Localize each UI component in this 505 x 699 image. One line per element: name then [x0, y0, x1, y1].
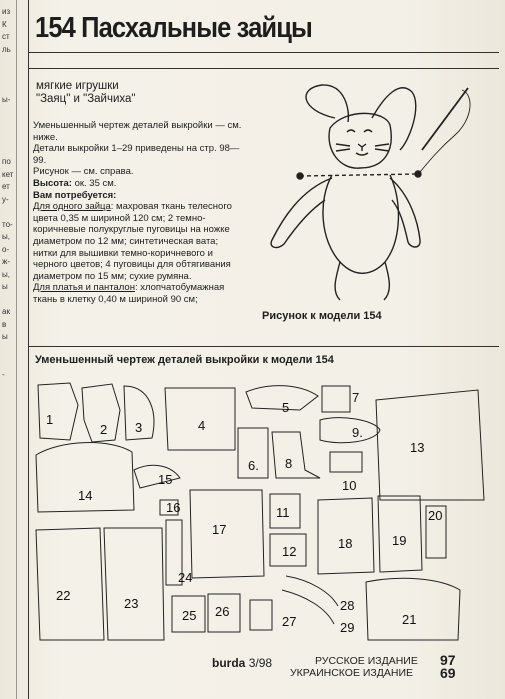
gutter-fragment: в: [2, 319, 7, 329]
bunny-materials-text: : махровая ткань телесного цвета 0,35 м шириной 120 см; 2 темно-коричневые полукруглые пуговицы на ножке диаметром по 12 мм; синтетическая вата; нитки для вышивки темно-коричневого и черного цветов; 4 пуговицы для обтягивания диаметром по 15 мм; сухие румяна.: [33, 201, 232, 282]
piece-23-shape: [104, 528, 164, 640]
gutter-fragment: ст: [2, 32, 10, 41]
pattern-title: Уменьшенный чертеж деталей выкройки к модели 154: [35, 354, 334, 366]
pattern-piece-label: 7: [352, 390, 360, 405]
subtitle-line1: мягкие игрушки: [36, 80, 119, 92]
pattern-piece-label: 4: [198, 418, 206, 433]
footer-edition-ua: УКРАИНСКОЕ ИЗДАНИЕ: [290, 667, 414, 679]
paragraph-figure-ref: Рисунок — см. справа.: [33, 166, 134, 178]
pattern-piece-label: 20: [428, 508, 443, 523]
height-label: Высота:: [33, 177, 72, 189]
bunny-materials-label: Для одного зайца: [33, 201, 111, 213]
brand-name: burda: [212, 656, 246, 670]
gutter-fragment: ы: [2, 332, 8, 341]
footer-page-ru: 97: [440, 652, 456, 668]
pattern-piece-label: 24: [178, 570, 193, 585]
footer-edition-ru: РУССКОЕ ИЗДАНИЕ: [315, 655, 418, 667]
gutter-fragment: то-: [2, 219, 13, 229]
pattern-piece-label: 6.: [248, 458, 259, 473]
pattern-piece-label: 22: [56, 588, 71, 603]
gutter-fragment: ет: [2, 182, 10, 191]
pattern-piece-label: 15: [158, 472, 173, 487]
pattern-piece-label: 1: [46, 412, 54, 427]
figure-caption: Рисунок к модели 154: [262, 310, 382, 322]
piece-8-shape: [272, 432, 320, 478]
piece-10-shape: [330, 452, 362, 472]
footer-brand: [212, 656, 272, 670]
piece-22-shape: [36, 528, 104, 640]
paragraph-pattern-ref: Уменьшенный чертеж деталей выкройки — см. ниже.: [33, 120, 242, 143]
gutter-fragment: ы: [2, 282, 8, 291]
pattern-piece-label: 17: [212, 522, 227, 537]
gutter-fragment: К: [2, 19, 7, 29]
pattern-piece-label: 5: [282, 400, 290, 415]
pattern-piece-label: 28: [340, 598, 355, 613]
dress-materials-text: : хлопчатобумажная ткань в клетку 0,40 м шириной 90 см;: [33, 282, 225, 305]
pattern-piece-label: 16: [166, 500, 181, 515]
height-value: ок. 35 см.: [71, 177, 117, 189]
gutter-fragment: ак: [2, 307, 10, 316]
issue-number: 3/98: [248, 656, 273, 670]
pattern-piece-label: 2: [100, 422, 108, 437]
gutter-fragment: ы-: [2, 94, 11, 104]
gutter-fragment: ль: [2, 44, 11, 54]
pattern-piece-label: 19: [392, 533, 407, 548]
page-title: 154 Пасхальные зайцы: [35, 12, 312, 44]
footer-page-ua: 69: [440, 665, 456, 681]
gutter-fragment: кет: [2, 169, 14, 179]
subtitle-line2: "Заяц" и "Зайчиха": [36, 93, 136, 105]
piece-7-shape: [322, 386, 350, 412]
piece-17-shape: [190, 490, 264, 578]
gutter-fragment: ы,: [2, 232, 10, 241]
pattern-piece-label: 12: [282, 544, 297, 559]
pattern-piece-label: 8: [285, 456, 293, 471]
gutter-fragment: о-: [2, 244, 10, 254]
pattern-piece-label: 29: [340, 620, 355, 635]
dress-materials-label: Для платья и панталон: [33, 282, 135, 294]
gutter-fragment: по: [2, 157, 11, 166]
piece-1-shape: [38, 383, 78, 440]
gutter-fragment: из: [2, 7, 11, 16]
piece-21-shape: [366, 578, 460, 640]
gutter-fragment: -: [2, 369, 5, 379]
pattern-piece-label: 23: [124, 596, 139, 611]
pattern-piece-label: 9.: [352, 425, 363, 440]
piece-9-shape: [320, 418, 380, 443]
gutter-fragment: ж-: [2, 257, 11, 266]
pattern-piece-label: 26: [215, 604, 230, 619]
pattern-piece-label: 18: [338, 536, 353, 551]
gutter-fragment: ы,: [2, 269, 10, 279]
pattern-piece-label: 27: [282, 614, 297, 629]
piece-15-shape: [134, 465, 180, 488]
piece-13-shape: [376, 390, 484, 500]
piece-27-shape: [250, 600, 272, 630]
pattern-piece-label: 14: [78, 488, 93, 503]
pattern-piece-label: 13: [410, 440, 425, 455]
paragraph-pattern-pages: Детали выкройки 1–29 приведены на стр. 98—99.: [33, 143, 240, 166]
gutter-fragment: у-: [2, 194, 9, 204]
pattern-piece-label: 3: [135, 420, 143, 435]
pattern-piece-label: 21: [402, 612, 417, 627]
pattern-piece-label: 11: [276, 505, 290, 520]
pattern-piece-label: 10: [342, 478, 357, 493]
materials-heading: Вам потребуется:: [33, 189, 117, 201]
pattern-piece-label: 25: [182, 608, 197, 623]
